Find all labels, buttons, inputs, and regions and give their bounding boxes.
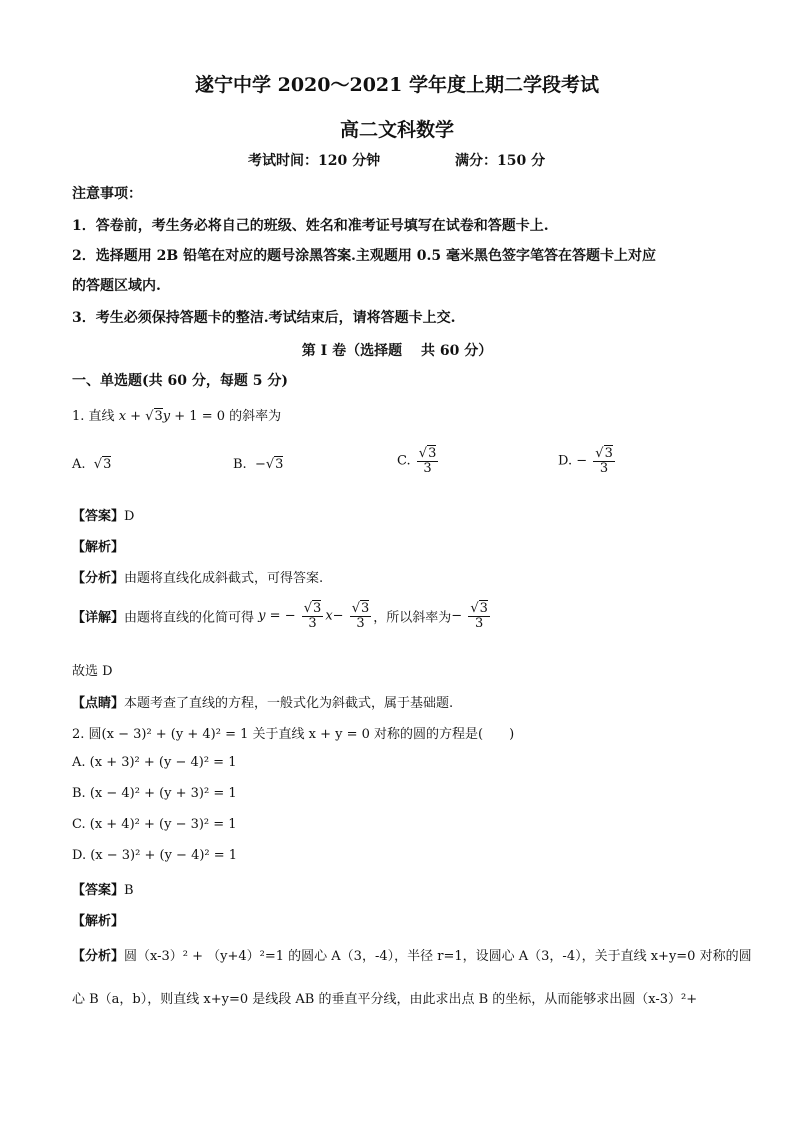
- q1-option-d-label: D.: [558, 453, 573, 469]
- q2-fenxi-tag: 【分析】: [72, 949, 125, 964]
- q1-detail-eq: = −: [265, 608, 296, 624]
- q1-answer-tag: 【答案】: [72, 509, 125, 524]
- q1-eq-rest: + 1 = 0: [170, 409, 225, 424]
- q1-stem-prefix: 1. 直线: [72, 409, 115, 424]
- exam-title: 遂宁中学 2020～2021 学年度上期二学段考试: [195, 74, 599, 96]
- q1-answer: [72, 505, 134, 524]
- q1-option-b: B. −√3: [233, 457, 284, 472]
- q1-option-c-label: C.: [397, 453, 411, 469]
- notes-item-1: 1．答卷前，考生务必将自己的班级、姓名和准考证号填写在试卷和答题卡上.: [72, 218, 549, 234]
- q1-detail-neg: −: [451, 608, 463, 624]
- q1-option-d-num: 3: [604, 446, 613, 461]
- q2-analysis-tag: 【解析】: [72, 914, 125, 929]
- q2-fenxi-text-1: 圆（x-3）² + （y+4）²=1 的圆心 A（3，-4），半径 r=1，设圆心 A（3，-4），关于直线 x+y=0 对称的圆: [124, 949, 752, 964]
- q1-option-c-fraction: $\frac{√3}{3}$: [418, 446, 437, 476]
- q1-option-d-den: 3: [599, 460, 609, 476]
- q1-stem: 1. 直线 x + √3y + 1 = 0 的斜率为: [72, 409, 282, 424]
- notes-item-3: 3．考生必须保持答题卡的整洁.考试结束后，请将答题卡上交.: [72, 310, 456, 326]
- q1-fenxi: [72, 567, 323, 586]
- q1-fenxi-tag: 【分析】: [72, 571, 125, 586]
- part-title: 一、单选题(共 60 分，每题 5 分): [72, 373, 288, 389]
- q1-option-b-sign: −: [254, 457, 266, 472]
- q1-detail-tag: 【详解】: [72, 610, 125, 626]
- q1-comment: [72, 692, 453, 711]
- q1-detail-f1-num: 3: [313, 601, 322, 616]
- q1-option-a-label: A.: [72, 457, 86, 472]
- notes-heading: 注意事项：: [72, 186, 142, 202]
- q1-eq-y: y: [162, 409, 171, 424]
- q1-analysis-tag: 【解析】: [72, 540, 125, 555]
- q1-detail-mid: ，所以斜率为: [373, 610, 452, 626]
- q1-detail-f1-den: 3: [308, 615, 317, 631]
- q1-eq-plus: +: [126, 409, 146, 424]
- q1-comment-text: 本题考查了直线的方程，一般式化为斜截式，属于基础题.: [124, 696, 454, 711]
- exam-subtitle: 高二文科数学: [339, 119, 454, 141]
- q1-option-b-value: 3: [275, 457, 284, 472]
- q1-detail: [72, 602, 492, 630]
- q1-detail-prefix: 由题将直线的化简可得: [124, 610, 255, 626]
- q1-detail-fraction-1: $\frac{√3}{3}$: [303, 601, 322, 631]
- notes-item-2: 2．选择题用 2B 铅笔在对应的题号涂黑答案.主观题用 0.5 毫米黑色签字笔答在答题卡上对应: [72, 248, 657, 264]
- q1-option-a: A. √3: [72, 457, 112, 472]
- q1-eq-x: x: [118, 409, 127, 424]
- q1-option-c: [397, 447, 440, 475]
- q2-option-b: B. (x − 4)² + (y + 3)² = 1: [72, 786, 237, 801]
- q2-stem: 2. 圆(x − 3)² + (y + 4)² = 1 关于直线 x + y = 0 对称的圆的方程是( ): [72, 727, 515, 742]
- q2-fenxi-line-1: [72, 945, 752, 964]
- q1-answer-value: D: [124, 509, 135, 524]
- q1-detail-f3-num: 3: [479, 601, 488, 616]
- exam-score: 满分：150 分: [455, 153, 546, 169]
- q1-detail-fraction-3: $\frac{√3}{3}$: [470, 601, 488, 631]
- q2-fenxi-line-2: 心 B（a，b），则直线 x+y=0 是线段 AB 的垂直平分线，由此求出点 B 的坐标，从而能够求出圆（x-3）²+: [72, 992, 698, 1007]
- q1-detail-x: x: [325, 608, 333, 624]
- q1-option-b-label: B.: [233, 457, 247, 472]
- q1-stem-suffix: 的斜率为: [229, 409, 282, 424]
- q2-option-a: A. (x + 3)² + (y − 4)² = 1: [72, 755, 237, 770]
- q1-option-d: [558, 447, 617, 475]
- q1-fenxi-text: 由题将直线化成斜截式，可得答案.: [124, 571, 324, 586]
- q2-answer-tag: 【答案】: [72, 883, 125, 898]
- q2-answer: [72, 879, 134, 898]
- q1-detail-f2-num: 3: [361, 601, 370, 616]
- q1-detail-fraction-2: $\frac{√3}{3}$: [351, 601, 370, 631]
- q1-option-d-sign: −: [576, 453, 588, 469]
- q2-option-c: C. (x + 4)² + (y − 3)² = 1: [72, 817, 237, 832]
- q1-comment-tag: 【点睛】: [72, 696, 125, 711]
- q2-option-d: D. (x − 3)² + (y − 4)² = 1: [72, 848, 238, 863]
- q1-option-c-den: 3: [423, 460, 432, 476]
- q1-detail-f2-den: 3: [356, 615, 365, 631]
- q1-option-d-fraction: $\frac{√3}{3}$: [595, 446, 613, 476]
- q1-detail-f3-den: 3: [474, 615, 484, 631]
- q1-eq-sqrt: 3: [154, 409, 163, 424]
- volume-title: 第 I 卷（选择题 共 60 分）: [301, 343, 493, 359]
- notes-item-2-cont: 的答题区域内.: [72, 278, 161, 294]
- q1-detail-y: y: [258, 608, 266, 624]
- q1-option-c-num: 3: [428, 446, 437, 461]
- q1-detail-minus: −: [332, 608, 344, 624]
- q1-choose: 故选 D: [72, 664, 113, 679]
- exam-time: 考试时间：120 分钟: [248, 153, 381, 169]
- q2-answer-value: B: [124, 883, 134, 898]
- q1-option-a-value: 3: [103, 457, 112, 472]
